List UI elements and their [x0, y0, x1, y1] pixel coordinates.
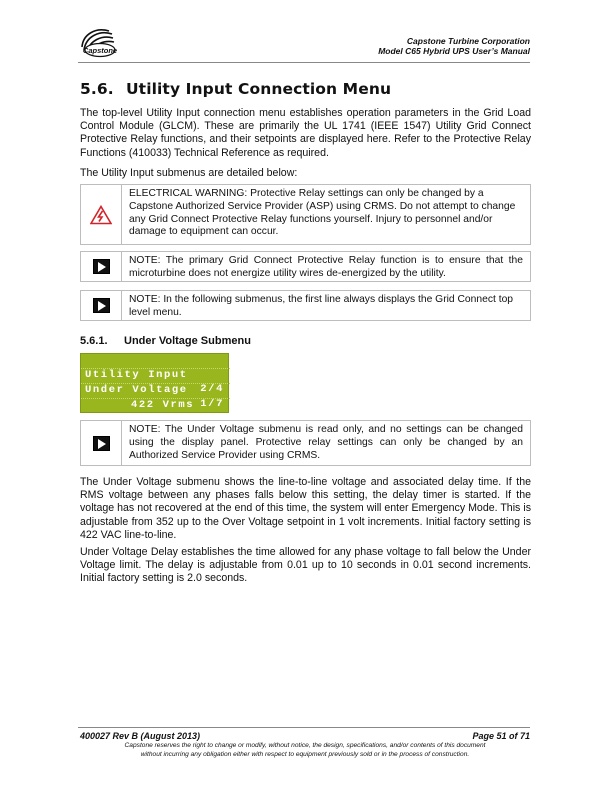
lcd-voltage-value: 422 Vrms: [131, 399, 195, 411]
warning-box: [80, 184, 531, 245]
note-box: [80, 420, 531, 466]
note-icon-cell: [81, 421, 122, 465]
footer-document-id: 400027 Rev B (August 2013): [80, 731, 201, 741]
subsection-number: 5.6.1.: [80, 335, 108, 347]
note-icon-cell: [81, 252, 122, 281]
section-heading: [80, 80, 391, 98]
submenus-paragraph: The Utility Input submenus are detailed below:: [80, 167, 298, 179]
warning-icon-cell: [81, 185, 122, 244]
header-manual: Model C65 Hybrid UPS User’s Manual: [378, 46, 530, 56]
note-arrow-icon: [93, 259, 110, 274]
electrical-warning-icon: [90, 205, 112, 225]
footer-divider: [78, 727, 530, 728]
note-text: NOTE: The Under Voltage submenu is read only, and no settings can be changed using the display panel. Protective relay settings can only be changed by an Authorized Service Provider using CRMS.: [129, 424, 523, 461]
section-title: Utility Input Connection Menu: [126, 80, 392, 98]
capstone-logo-icon: [78, 28, 142, 62]
note-box: [80, 251, 531, 282]
note-arrow-icon: [93, 298, 110, 313]
lcd-row-label: Under Voltage: [85, 384, 188, 396]
section-number: 5.6.: [80, 80, 114, 98]
footer-disclaimer: [78, 742, 532, 759]
under-voltage-delay-paragraph: Under Voltage Delay establishes the time allowed for any phase voltage to fall below the Under Voltage limit. The delay is adjustable from 0.01 up to 10 seconds in 0.01 second increments. Initial factory setting is 2.0 seconds.: [80, 546, 531, 585]
lcd-row-index: 1/7: [200, 398, 224, 410]
header-divider: [78, 62, 530, 63]
note-icon-cell: [81, 291, 122, 320]
footer-disclaimer-line: without incurring any obligation either with respect to equipment previously sold or in the process of construction.: [140, 750, 470, 758]
note-arrow-icon: [93, 436, 110, 451]
subsection-heading: [80, 335, 251, 347]
lcd-display: [80, 353, 229, 413]
note-text: NOTE: In the following submenus, the first line always displays the Grid Connect top level menu.: [129, 294, 514, 318]
warning-text: ELECTRICAL WARNING: Protective Relay settings can only be changed by a Capstone Authorized Service Provider (ASP) using CRMS. Do not attempt to change any Grid Connect Protective Relay functions yourself. Injury to personnel and/or damage to equipment can occur.: [129, 188, 516, 238]
lcd-row-label: Utility Input: [85, 369, 188, 381]
under-voltage-paragraph: The Under Voltage submenu shows the line-to-line voltage and associated delay time. If the RMS voltage between any phases falls below this setting, the delay timer is started. If the voltage has not recovered at the end of this time, the system will enter Emergency Mode. This is adjustable from 352 up to the Over Voltage setpoint in 1 volt increments. Initial factory setting is 422 VAC line-to-line.: [80, 476, 531, 541]
intro-paragraph: The top-level Utility Input connection menu establishes operation parameters in the Grid Load Control Module (GLCM). These are primarily the UL 1741 (IEEE 1547) Utility Grid Connect Protective Relay functions, and their setpoints are displayed here. Refer to the Protective Relay Functions (410033) Technical Reference as required.: [80, 107, 531, 159]
footer-disclaimer-line: Capstone reserves the right to change or modify, without notice, the design, specifications, and/or contents of this document: [124, 742, 486, 749]
lcd-row-index: 2/4: [200, 383, 224, 395]
note-box: [80, 290, 531, 321]
lcd-row: [81, 399, 230, 413]
footer-page-number: Page 51 of 71: [472, 731, 530, 741]
subsection-title: Under Voltage Submenu: [124, 335, 251, 347]
capstone-logo: [78, 28, 142, 62]
logo-text: Capstone: [82, 46, 118, 55]
header-company: Capstone Turbine Corporation: [406, 36, 530, 46]
note-text: NOTE: The primary Grid Connect Protective Relay function is to ensure that the microturbine does not energize utility wires de-energized by the utility.: [129, 255, 523, 279]
